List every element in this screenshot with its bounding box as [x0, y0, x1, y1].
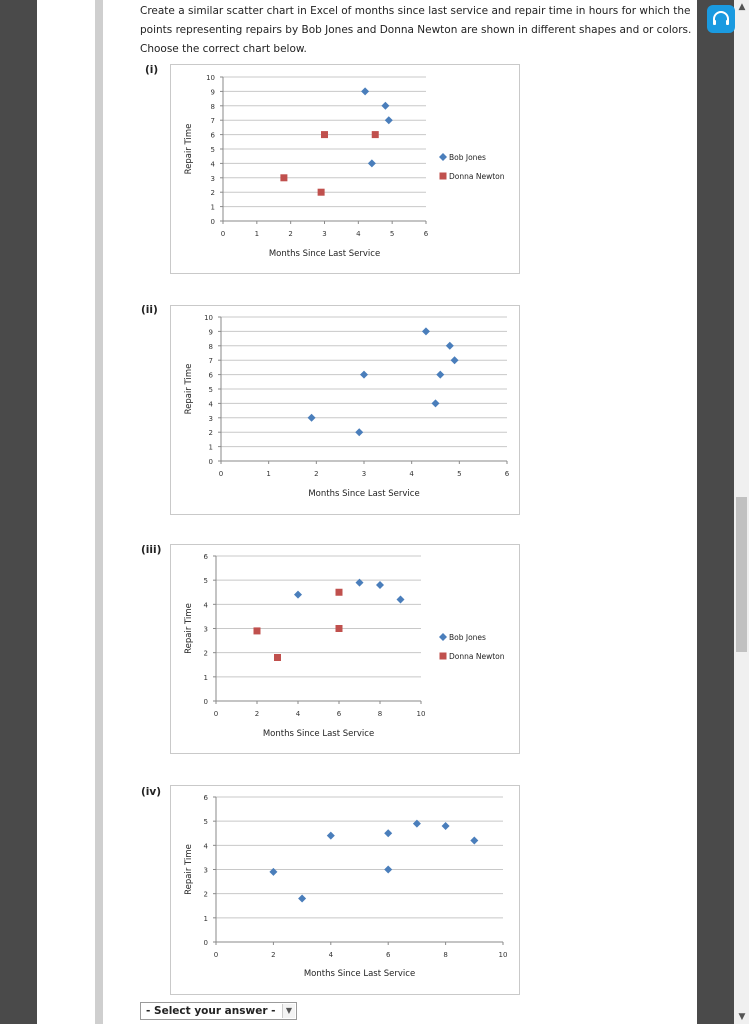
y-tick-label: 0 — [210, 218, 215, 226]
headset-help-button[interactable] — [707, 5, 735, 33]
scatter-chart-svg — [171, 306, 519, 514]
data-point — [376, 581, 384, 589]
data-point — [336, 589, 343, 596]
y-tick-label: 5 — [203, 577, 208, 586]
y-axis-title: Repair Time — [184, 603, 194, 654]
x-tick-label: 1 — [254, 230, 260, 238]
legend-label: Bob Jones — [449, 633, 486, 642]
chart-option-iii — [170, 544, 520, 754]
chart-option-i — [170, 64, 520, 274]
data-point — [436, 371, 444, 379]
y-tick-label: 0 — [203, 698, 208, 706]
answer-select[interactable] — [140, 1002, 297, 1020]
x-tick-label: 8 — [377, 710, 383, 718]
data-point — [294, 591, 302, 599]
x-tick-label: 4 — [409, 470, 414, 478]
chevron-down-icon: ▼ — [282, 1004, 295, 1018]
x-tick-label: 10 — [498, 951, 508, 959]
y-axis-title: Repair Time — [184, 844, 194, 895]
y-tick-label: 3 — [203, 625, 208, 634]
data-point — [254, 627, 261, 634]
data-point — [385, 116, 393, 124]
y-tick-label: 4 — [203, 601, 208, 610]
x-tick-label: 1 — [266, 470, 271, 478]
data-point — [318, 189, 325, 196]
y-tick-label: 0 — [208, 458, 213, 466]
y-tick-label: 9 — [208, 328, 213, 337]
legend-marker — [440, 173, 447, 180]
scatter-chart-svg — [171, 65, 519, 273]
y-tick-label: 7 — [208, 357, 213, 366]
y-tick-label: 0 — [203, 939, 208, 947]
y-tick-label: 6 — [203, 794, 208, 802]
option-label-iii: (iii) — [141, 544, 162, 556]
x-tick-label: 6 — [385, 951, 391, 959]
chart-option-iv — [170, 785, 520, 995]
x-tick-label: 3 — [361, 470, 367, 478]
x-tick-label: 6 — [423, 230, 429, 238]
y-tick-label: 10 — [206, 74, 215, 82]
x-tick-label: 4 — [328, 951, 334, 959]
legend-marker — [440, 653, 447, 660]
y-axis-title: Repair Time — [184, 363, 194, 415]
data-point — [384, 829, 392, 837]
data-point — [308, 414, 316, 422]
x-tick-label: 2 — [288, 230, 293, 238]
y-tick-label: 1 — [203, 914, 208, 923]
x-axis-title: Months Since Last Service — [262, 729, 375, 739]
data-point — [451, 356, 459, 364]
scatter-chart-svg — [171, 545, 519, 753]
x-tick-label: 2 — [254, 710, 260, 718]
page-margin-left — [0, 0, 37, 1024]
data-point — [470, 837, 478, 845]
x-tick-label: 0 — [213, 951, 219, 959]
y-tick-label: 1 — [210, 203, 215, 212]
data-point — [372, 131, 379, 138]
y-tick-label: 8 — [208, 342, 213, 351]
y-axis-title: Repair Time — [184, 123, 194, 175]
x-tick-label: 8 — [443, 951, 448, 959]
page-margin-right — [697, 0, 734, 1024]
data-point — [397, 596, 405, 604]
question-text: Create a similar scatter chart in Excel of months since last service and repair time in hours for which the points representing repairs by Bob Jones and Donna Newton are shown in different shapes and or colors. Choose the correct chart below. — [140, 5, 692, 55]
y-tick-label: 7 — [210, 117, 215, 126]
y-tick-label: 1 — [208, 443, 213, 452]
y-tick-label: 9 — [210, 88, 215, 97]
data-point — [361, 87, 369, 95]
legend-label: Donna Newton — [449, 172, 505, 181]
data-point — [384, 866, 392, 874]
y-tick-label: 3 — [203, 866, 208, 875]
data-point — [381, 102, 389, 110]
data-point — [446, 342, 454, 350]
y-tick-label: 4 — [208, 400, 213, 409]
data-point — [327, 832, 335, 840]
option-label-i: (i) — [145, 64, 159, 76]
x-tick-label: 0 — [218, 470, 224, 478]
data-point — [298, 895, 306, 903]
y-tick-label: 2 — [203, 890, 208, 899]
data-point — [274, 654, 281, 661]
data-point — [432, 399, 440, 407]
y-tick-label: 2 — [208, 429, 213, 438]
x-tick-label: 5 — [389, 230, 395, 238]
y-tick-label: 8 — [210, 102, 215, 111]
x-tick-label: 6 — [336, 710, 342, 718]
x-tick-label: 2 — [314, 470, 319, 478]
y-tick-label: 4 — [203, 842, 208, 851]
y-tick-label: 6 — [208, 371, 213, 380]
x-tick-label: 4 — [356, 230, 361, 238]
x-tick-label: 5 — [457, 470, 462, 478]
y-tick-label: 5 — [210, 146, 215, 154]
y-tick-label: 6 — [203, 553, 208, 561]
x-tick-label: 3 — [322, 230, 327, 238]
x-axis-title: Months Since Last Service — [308, 489, 420, 499]
y-tick-label: 3 — [210, 174, 215, 183]
page-margin-strip — [95, 0, 103, 1024]
legend-label: Donna Newton — [449, 652, 505, 661]
y-tick-label: 5 — [203, 818, 208, 827]
x-tick-label: 0 — [213, 710, 219, 718]
scroll-up-arrow-icon[interactable]: ▲ — [738, 2, 746, 12]
headset-icon — [711, 9, 731, 29]
y-tick-label: 5 — [208, 386, 213, 394]
y-tick-label: 1 — [203, 673, 208, 682]
y-tick-label: 3 — [208, 414, 213, 423]
option-label-iv: (iv) — [141, 786, 162, 798]
data-point — [442, 822, 450, 830]
x-tick-label: 0 — [220, 230, 226, 238]
y-tick-label: 2 — [203, 649, 208, 658]
data-point — [368, 159, 376, 167]
data-point — [280, 174, 287, 181]
y-tick-label: 4 — [210, 160, 215, 169]
legend-marker — [439, 633, 447, 641]
y-tick-label: 10 — [204, 314, 213, 322]
y-tick-label: 6 — [210, 131, 215, 140]
x-axis-title: Months Since Last Service — [303, 969, 416, 979]
data-point — [321, 131, 328, 138]
data-point — [422, 327, 430, 335]
data-point — [360, 371, 368, 379]
option-label-ii: (ii) — [141, 304, 158, 316]
answer-select-value: - Select your answer - — [146, 1005, 276, 1017]
x-tick-label: 6 — [504, 470, 510, 478]
x-tick-label: 10 — [416, 710, 426, 718]
data-point — [336, 625, 343, 632]
scatter-chart-svg — [171, 786, 519, 994]
data-point — [355, 428, 363, 436]
x-axis-title: Months Since Last Service — [268, 249, 381, 259]
scroll-down-arrow-icon[interactable]: ▼ — [738, 1012, 746, 1022]
x-tick-label: 2 — [271, 951, 276, 959]
scrollbar-thumb[interactable] — [736, 497, 747, 652]
chart-option-ii — [170, 305, 520, 515]
y-tick-label: 2 — [210, 189, 215, 198]
legend-label: Bob Jones — [449, 153, 486, 162]
x-tick-label: 4 — [295, 710, 301, 718]
legend-marker — [439, 153, 447, 161]
